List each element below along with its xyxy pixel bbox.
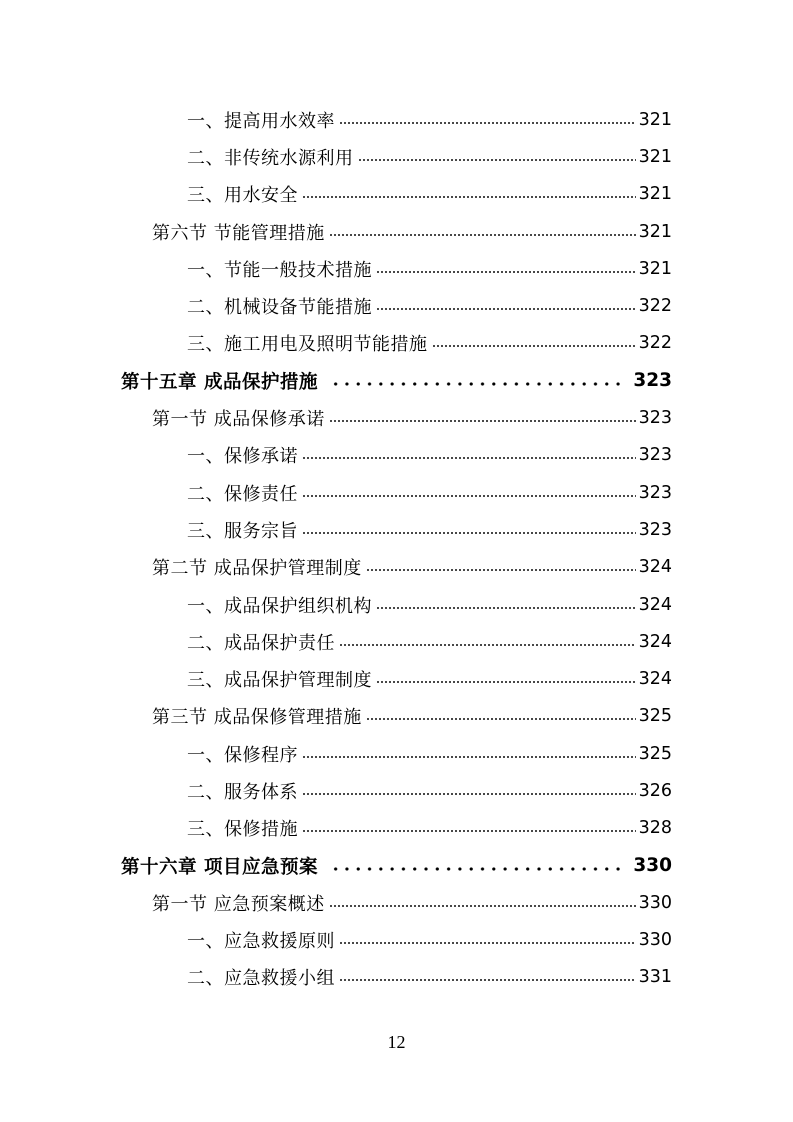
toc-dot-leader [339, 936, 636, 950]
toc-entry-title: 二、服务体系 [187, 781, 298, 803]
toc-subsection-entry[interactable] [0, 474, 793, 511]
toc-entry-page: 330 [633, 855, 672, 877]
toc-entry-page: 321 [638, 146, 672, 167]
toc-entry-page: 322 [638, 333, 672, 354]
toc-entry-title: 三、用水安全 [187, 185, 298, 207]
toc-subsection-entry[interactable] [0, 176, 793, 213]
toc-entry-title: 二、机械设备节能措施 [187, 297, 372, 319]
toc-entry-title: 第六节 节能管理措施 [152, 222, 325, 244]
toc-dot-leader [302, 824, 636, 838]
toc-entry-page: 328 [638, 818, 672, 839]
toc-dot-leader [376, 265, 636, 279]
toc-entry-title: 一、节能一般技术措施 [187, 259, 372, 281]
toc-entry-page: 321 [638, 109, 672, 130]
toc-entry-title: 一、保修程序 [187, 744, 298, 766]
toc-dot-leader [330, 862, 623, 876]
toc-entry-page: 323 [638, 445, 672, 466]
toc-entry-title: 第十五章 成品保护措施 [121, 371, 318, 393]
toc-entry-title: 二、成品保护责任 [187, 632, 335, 654]
toc-subsection-entry[interactable] [0, 325, 793, 362]
toc-entry-title: 第一节 应急预案概述 [152, 893, 325, 915]
toc-entry-page: 330 [638, 930, 672, 951]
toc-entry-page: 323 [638, 482, 672, 503]
toc-dot-leader [339, 116, 636, 130]
toc-entry-page: 330 [638, 892, 672, 913]
toc-dot-leader [302, 190, 636, 204]
toc-entry-page: 321 [638, 221, 672, 242]
toc-dot-leader [329, 228, 636, 242]
toc-dot-leader [329, 414, 636, 428]
toc-entry-page: 331 [638, 967, 672, 988]
toc-subsection-entry[interactable] [0, 101, 793, 138]
toc-entry-title: 一、提高用水效率 [187, 110, 335, 132]
toc-entry-page: 321 [638, 258, 672, 279]
toc-subsection-entry[interactable] [0, 735, 793, 772]
toc-dot-leader [329, 899, 636, 913]
toc-entry-title: 三、保修措施 [187, 819, 298, 841]
toc-entry-title: 一、成品保护组织机构 [187, 595, 372, 617]
toc-entry-title: 第一节 成品保修承诺 [152, 409, 325, 431]
toc-section-entry[interactable] [0, 399, 793, 436]
toc-entry-title: 二、非传统水源利用 [187, 147, 354, 169]
toc-subsection-entry[interactable] [0, 623, 793, 660]
toc-dot-leader [302, 451, 636, 465]
toc-entry-page: 324 [638, 557, 672, 578]
toc-entry-page: 322 [638, 296, 672, 317]
toc-section-entry[interactable] [0, 884, 793, 921]
toc-subsection-entry[interactable] [0, 586, 793, 623]
toc-entry-page: 324 [638, 669, 672, 690]
toc-dot-leader [302, 526, 636, 540]
toc-dot-leader [302, 489, 636, 503]
toc-entry-title: 三、施工用电及照明节能措施 [187, 334, 428, 356]
toc-dot-leader [366, 712, 636, 726]
toc-subsection-entry[interactable] [0, 772, 793, 809]
toc-dot-leader [376, 302, 636, 316]
toc-section-entry[interactable] [0, 213, 793, 250]
toc-entry-title: 第十六章 项目应急预案 [121, 856, 318, 878]
toc-dot-leader [376, 601, 636, 615]
toc-chapter-entry[interactable] [0, 362, 793, 399]
page-number: 12 [387, 1032, 406, 1052]
toc-section-entry[interactable] [0, 549, 793, 586]
toc-entry-page: 323 [638, 519, 672, 540]
toc-entry-page: 325 [638, 706, 672, 727]
toc-dot-leader [376, 675, 636, 689]
toc-chapter-entry[interactable] [0, 847, 793, 884]
toc-entry-page: 323 [633, 370, 672, 392]
toc-subsection-entry[interactable] [0, 959, 793, 996]
toc-entry-title: 三、服务宗旨 [187, 520, 298, 542]
toc-dot-leader [339, 973, 636, 987]
toc-subsection-entry[interactable] [0, 287, 793, 324]
toc-subsection-entry[interactable] [0, 660, 793, 697]
table-of-contents [0, 101, 793, 996]
toc-entry-page: 325 [638, 743, 672, 764]
toc-dot-leader [302, 787, 636, 801]
toc-subsection-entry[interactable] [0, 437, 793, 474]
toc-dot-leader [330, 377, 623, 391]
toc-entry-title: 二、保修责任 [187, 483, 298, 505]
toc-subsection-entry[interactable] [0, 250, 793, 287]
toc-entry-title: 二、应急救援小组 [187, 968, 335, 990]
toc-entry-title: 三、成品保护管理制度 [187, 670, 372, 692]
toc-subsection-entry[interactable] [0, 138, 793, 175]
toc-subsection-entry[interactable] [0, 922, 793, 959]
toc-dot-leader [358, 153, 636, 167]
toc-entry-page: 324 [638, 594, 672, 615]
toc-dot-leader [302, 750, 636, 764]
toc-entry-page: 323 [638, 408, 672, 429]
toc-entry-title: 第三节 成品保修管理措施 [152, 707, 362, 729]
toc-dot-leader [366, 563, 636, 577]
toc-subsection-entry[interactable] [0, 810, 793, 847]
toc-entry-title: 一、应急救援原则 [187, 931, 335, 953]
toc-dot-leader [339, 638, 636, 652]
toc-entry-title: 第二节 成品保护管理制度 [152, 558, 362, 580]
toc-entry-title: 一、保修承诺 [187, 446, 298, 468]
toc-entry-page: 321 [638, 184, 672, 205]
toc-entry-page: 326 [638, 780, 672, 801]
toc-dot-leader [432, 339, 636, 353]
toc-entry-page: 324 [638, 631, 672, 652]
toc-section-entry[interactable] [0, 698, 793, 735]
toc-subsection-entry[interactable] [0, 511, 793, 548]
